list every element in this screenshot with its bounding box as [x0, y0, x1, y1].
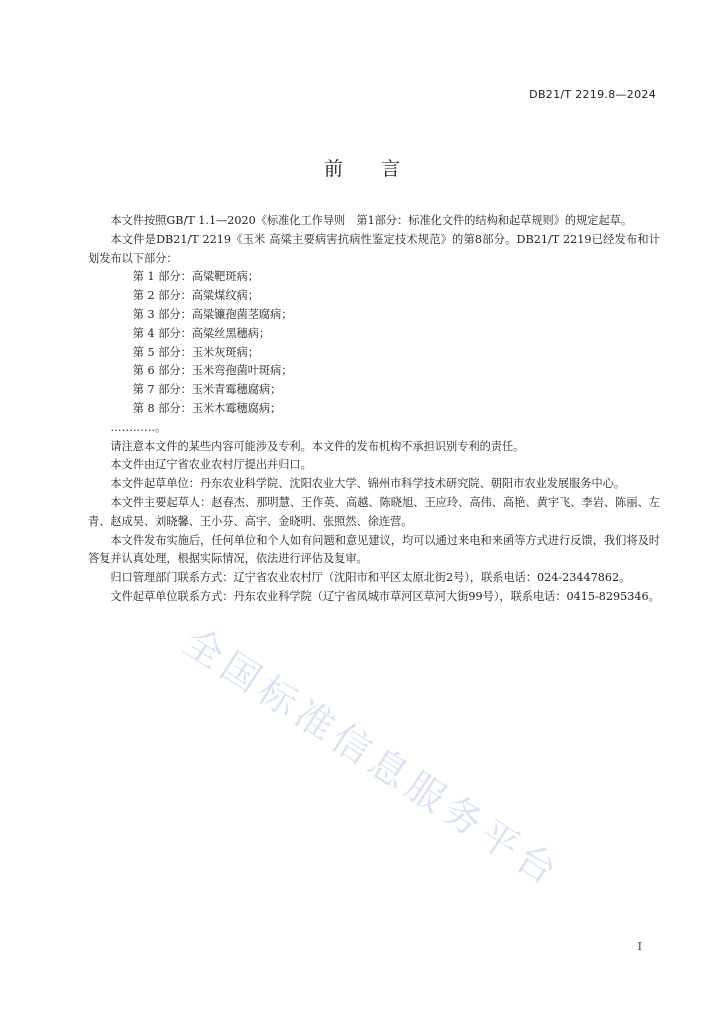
paragraph-proposer: 本文件由辽宁省农业农村厅提出并归口。: [110, 458, 312, 472]
part-item: 第 5 部分：玉米灰斑病；: [132, 345, 259, 359]
page-title: [0, 154, 724, 181]
paragraph-drafters: 本文件主要起草人：赵春杰、那明慧、王作英、高越、陈晓旭、王应玲、高伟、高艳、黄宇飞、李岩、陈丽、左青、赵成昊、刘晓馨、王小芬、高宇、金晓明、张照然、徐连营。: [88, 495, 660, 528]
paragraph-feedback: 本文件发布实施后，任何单位和个人如有问题和意见建议，均可以通过来电和来函等方式进行反馈，我们将及时答复并认真处理，根据实际情况，依法进行评估及复审。: [88, 533, 660, 566]
paragraph-drafting-rules: 本文件按照GB/T 1.1—2020《标准化工作导则 第1部分：标准化文件的结构和起草规则》的规定起草。: [110, 214, 633, 227]
part-item: 第 4 部分：高粱丝黑穗病；: [132, 326, 271, 340]
part-item: 第 3 部分：高粱镰孢菌茎腐病；: [132, 307, 293, 321]
paragraph-drafter-contact: 文件起草单位联系方式：丹东农业科学院（辽宁省凤城市草河区草河大街99号），联系电话：0415-8295346。: [110, 589, 660, 603]
part-item: 第 6 部分：玉米弯孢菌叶斑病；: [132, 364, 293, 378]
title-char-2: 言: [381, 158, 401, 180]
page-number: I: [637, 940, 642, 953]
part-item: 第 7 部分：玉米青霉穗腐病；: [132, 383, 282, 397]
paragraph-patent-notice: 请注意本文件的某些内容可能涉及专利。本文件的发布机构不承担识别专利的责任。: [110, 439, 525, 453]
part-item: 第 8 部分：玉米木霉穗腐病；: [132, 401, 282, 415]
paragraph-authority-contact: 归口管理部门联系方式：辽宁省农业农村厅（沈阳市和平区太原北街2号），联系电话：024-23447862。: [110, 571, 631, 585]
watermark: 全国标准信息服务平台: [176, 619, 570, 897]
foreword-body: [88, 212, 660, 607]
paragraph-series-intro: 本文件是DB21/T 2219《玉米 高粱主要病害抗病性鉴定技术规范》的第8部分。DB21/T 2219已经发布和计划发布以下部分：: [88, 232, 660, 265]
part-item: 第 2 部分：高粱煤纹病；: [132, 289, 259, 303]
title-char-1: 前: [323, 158, 343, 180]
parts-ellipsis: …………。: [110, 420, 167, 434]
paragraph-drafting-units: 本文件起草单位：丹东农业科学院、沈阳农业大学、锦州市科学技术研究院、朝阳市农业发展服务中心。: [110, 477, 626, 491]
part-item: 第 1 部分：高粱靶斑病；: [132, 270, 259, 284]
document-code: DB21/T 2219.8—2024: [529, 88, 656, 101]
parts-list: [88, 268, 660, 418]
